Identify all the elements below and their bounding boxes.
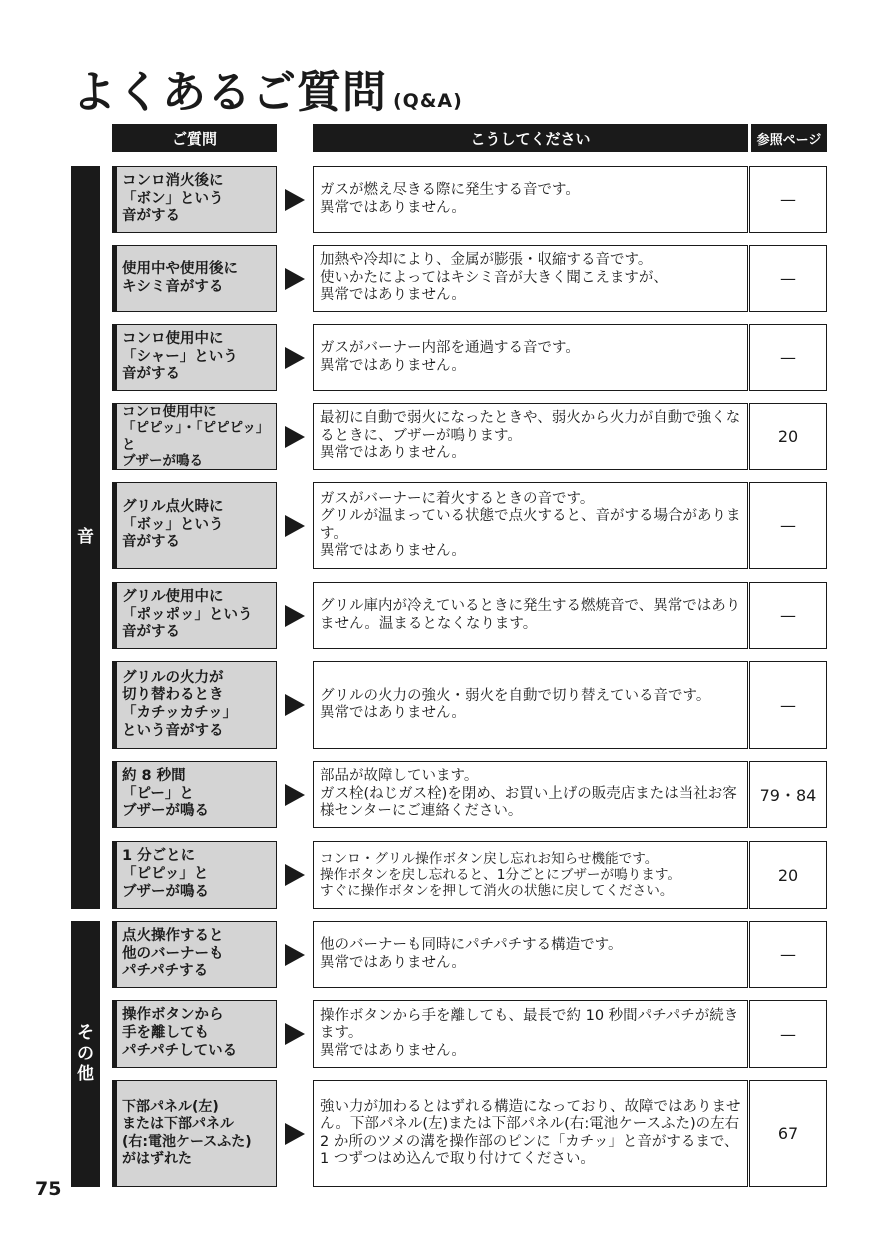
answer-cell: グリルの火力の強火・弱火を自動で切り替えている音です。 異常ではありません。 bbox=[313, 661, 748, 749]
qa-row bbox=[0, 1000, 874, 1068]
question-cell: グリル使用中に 「ポッポッ」という 音がする bbox=[112, 582, 277, 649]
reference-page-cell: — bbox=[749, 582, 827, 649]
qa-row bbox=[0, 324, 874, 391]
reference-page-cell: — bbox=[749, 324, 827, 391]
page-title-main: よくあるご質問 bbox=[72, 67, 387, 118]
reference-page-cell: 20 bbox=[749, 841, 827, 909]
question-cell: 点火操作すると 他のバーナーも パチパチする bbox=[112, 921, 277, 988]
reference-page-cell: — bbox=[749, 921, 827, 988]
category-sound-label: 音 bbox=[77, 527, 94, 548]
arrow-right-icon bbox=[285, 1123, 305, 1145]
qa-row bbox=[0, 761, 874, 828]
arrow-right-icon bbox=[285, 515, 305, 537]
qa-row bbox=[0, 482, 874, 569]
arrow-right-icon bbox=[285, 268, 305, 290]
question-cell: 操作ボタンから 手を離しても パチパチしている bbox=[112, 1000, 277, 1068]
question-cell: グリルの火力が 切り替わるとき 「カチッカチッ」 という音がする bbox=[112, 661, 277, 749]
reference-page-cell: 79・84 bbox=[749, 761, 827, 828]
answer-cell: 部品が故障しています。 ガス栓(ねじガス栓)を閉め、お買い上げの販売店または当社お客様センターにご連絡ください。 bbox=[313, 761, 748, 828]
answer-cell: ガスがバーナーに着火するときの音です。 グリルが温まっている状態で点火すると、音がする場合があります。 異常ではありません。 bbox=[313, 482, 748, 569]
page-title bbox=[72, 56, 463, 120]
reference-page-cell: — bbox=[749, 661, 827, 749]
page-number: 75 bbox=[35, 1178, 62, 1200]
arrow-right-icon bbox=[285, 426, 305, 448]
arrow-right-icon bbox=[285, 605, 305, 627]
answer-cell: 強い力が加わるとはずれる構造になっており、故障ではありません。下部パネル(左)または下部パネル(右:電池ケースふた)の左右 2 か所のツメの溝を操作部のピンに「カチッ」と音がするまで、1 つずつはめ込んで取り付けてください。 bbox=[313, 1080, 748, 1187]
answer-cell: コンロ・グリル操作ボタン戻し忘れお知らせ機能です。 操作ボタンを戻し忘れると、1分ごとにブザーが鳴ります。 すぐに操作ボタンを押して消火の状態に戻してください。 bbox=[313, 841, 748, 909]
answer-cell: ガスがバーナー内部を通過する音です。 異常ではありません。 bbox=[313, 324, 748, 391]
reference-page-cell: — bbox=[749, 166, 827, 233]
question-cell: 下部パネル(左) または下部パネル (右:電池ケースふた) がはずれた bbox=[112, 1080, 277, 1187]
arrow-right-icon bbox=[285, 784, 305, 806]
answer-cell: 操作ボタンから手を離しても、最長で約 10 秒間パチパチが続きます。 異常ではありません。 bbox=[313, 1000, 748, 1068]
question-cell: コンロ使用中に 「ピピッ」・「ピピピッ」と ブザーが鳴る bbox=[112, 403, 277, 470]
qa-row bbox=[0, 403, 874, 470]
answer-cell: 加熱や冷却により、金属が膨張・収縮する音です。 使いかたによってはキシミ音が大きく聞こえますが、 異常ではありません。 bbox=[313, 245, 748, 312]
page-title-sub: (Q&A) bbox=[393, 90, 463, 112]
answer-cell: 他のバーナーも同時にパチパチする構造です。 異常ではありません。 bbox=[313, 921, 748, 988]
arrow-right-icon bbox=[285, 944, 305, 966]
answer-cell: グリル庫内が冷えているときに発生する燃焼音で、異常ではありません。温まるとなくなります。 bbox=[313, 582, 748, 649]
reference-page-cell: 20 bbox=[749, 403, 827, 470]
question-cell: コンロ消火後に 「ボン」という 音がする bbox=[112, 166, 277, 233]
arrow-right-icon bbox=[285, 1023, 305, 1045]
reference-page-cell: — bbox=[749, 482, 827, 569]
qa-row bbox=[0, 1080, 874, 1187]
arrow-right-icon bbox=[285, 694, 305, 716]
question-cell: 使用中や使用後に キシミ音がする bbox=[112, 245, 277, 312]
reference-page-cell: — bbox=[749, 1000, 827, 1068]
qa-row bbox=[0, 921, 874, 988]
reference-page-cell: — bbox=[749, 245, 827, 312]
answer-cell: 最初に自動で弱火になったときや、弱火から火力が自動で強くなるときに、ブザーが鳴ります。 異常ではありません。 bbox=[313, 403, 748, 470]
answer-cell: ガスが燃え尽きる際に発生する音です。 異常ではありません。 bbox=[313, 166, 748, 233]
qa-row bbox=[0, 245, 874, 312]
header-question: ご質問 bbox=[112, 124, 277, 152]
question-cell: グリル点火時に 「ボッ」という 音がする bbox=[112, 482, 277, 569]
question-cell: 約 8 秒間 「ピー」と ブザーが鳴る bbox=[112, 761, 277, 828]
qa-row bbox=[0, 582, 874, 649]
header-answer: こうしてください bbox=[313, 124, 748, 152]
reference-page-cell: 67 bbox=[749, 1080, 827, 1187]
question-cell: コンロ使用中に 「シャー」という 音がする bbox=[112, 324, 277, 391]
category-other-label: その他 bbox=[77, 1023, 94, 1085]
question-cell: 1 分ごとに 「ピピッ」と ブザーが鳴る bbox=[112, 841, 277, 909]
header-page: 参照ページ bbox=[751, 124, 827, 152]
arrow-right-icon bbox=[285, 347, 305, 369]
arrow-right-icon bbox=[285, 864, 305, 886]
qa-row bbox=[0, 841, 874, 909]
qa-row bbox=[0, 661, 874, 749]
qa-row bbox=[0, 166, 874, 233]
arrow-right-icon bbox=[285, 189, 305, 211]
